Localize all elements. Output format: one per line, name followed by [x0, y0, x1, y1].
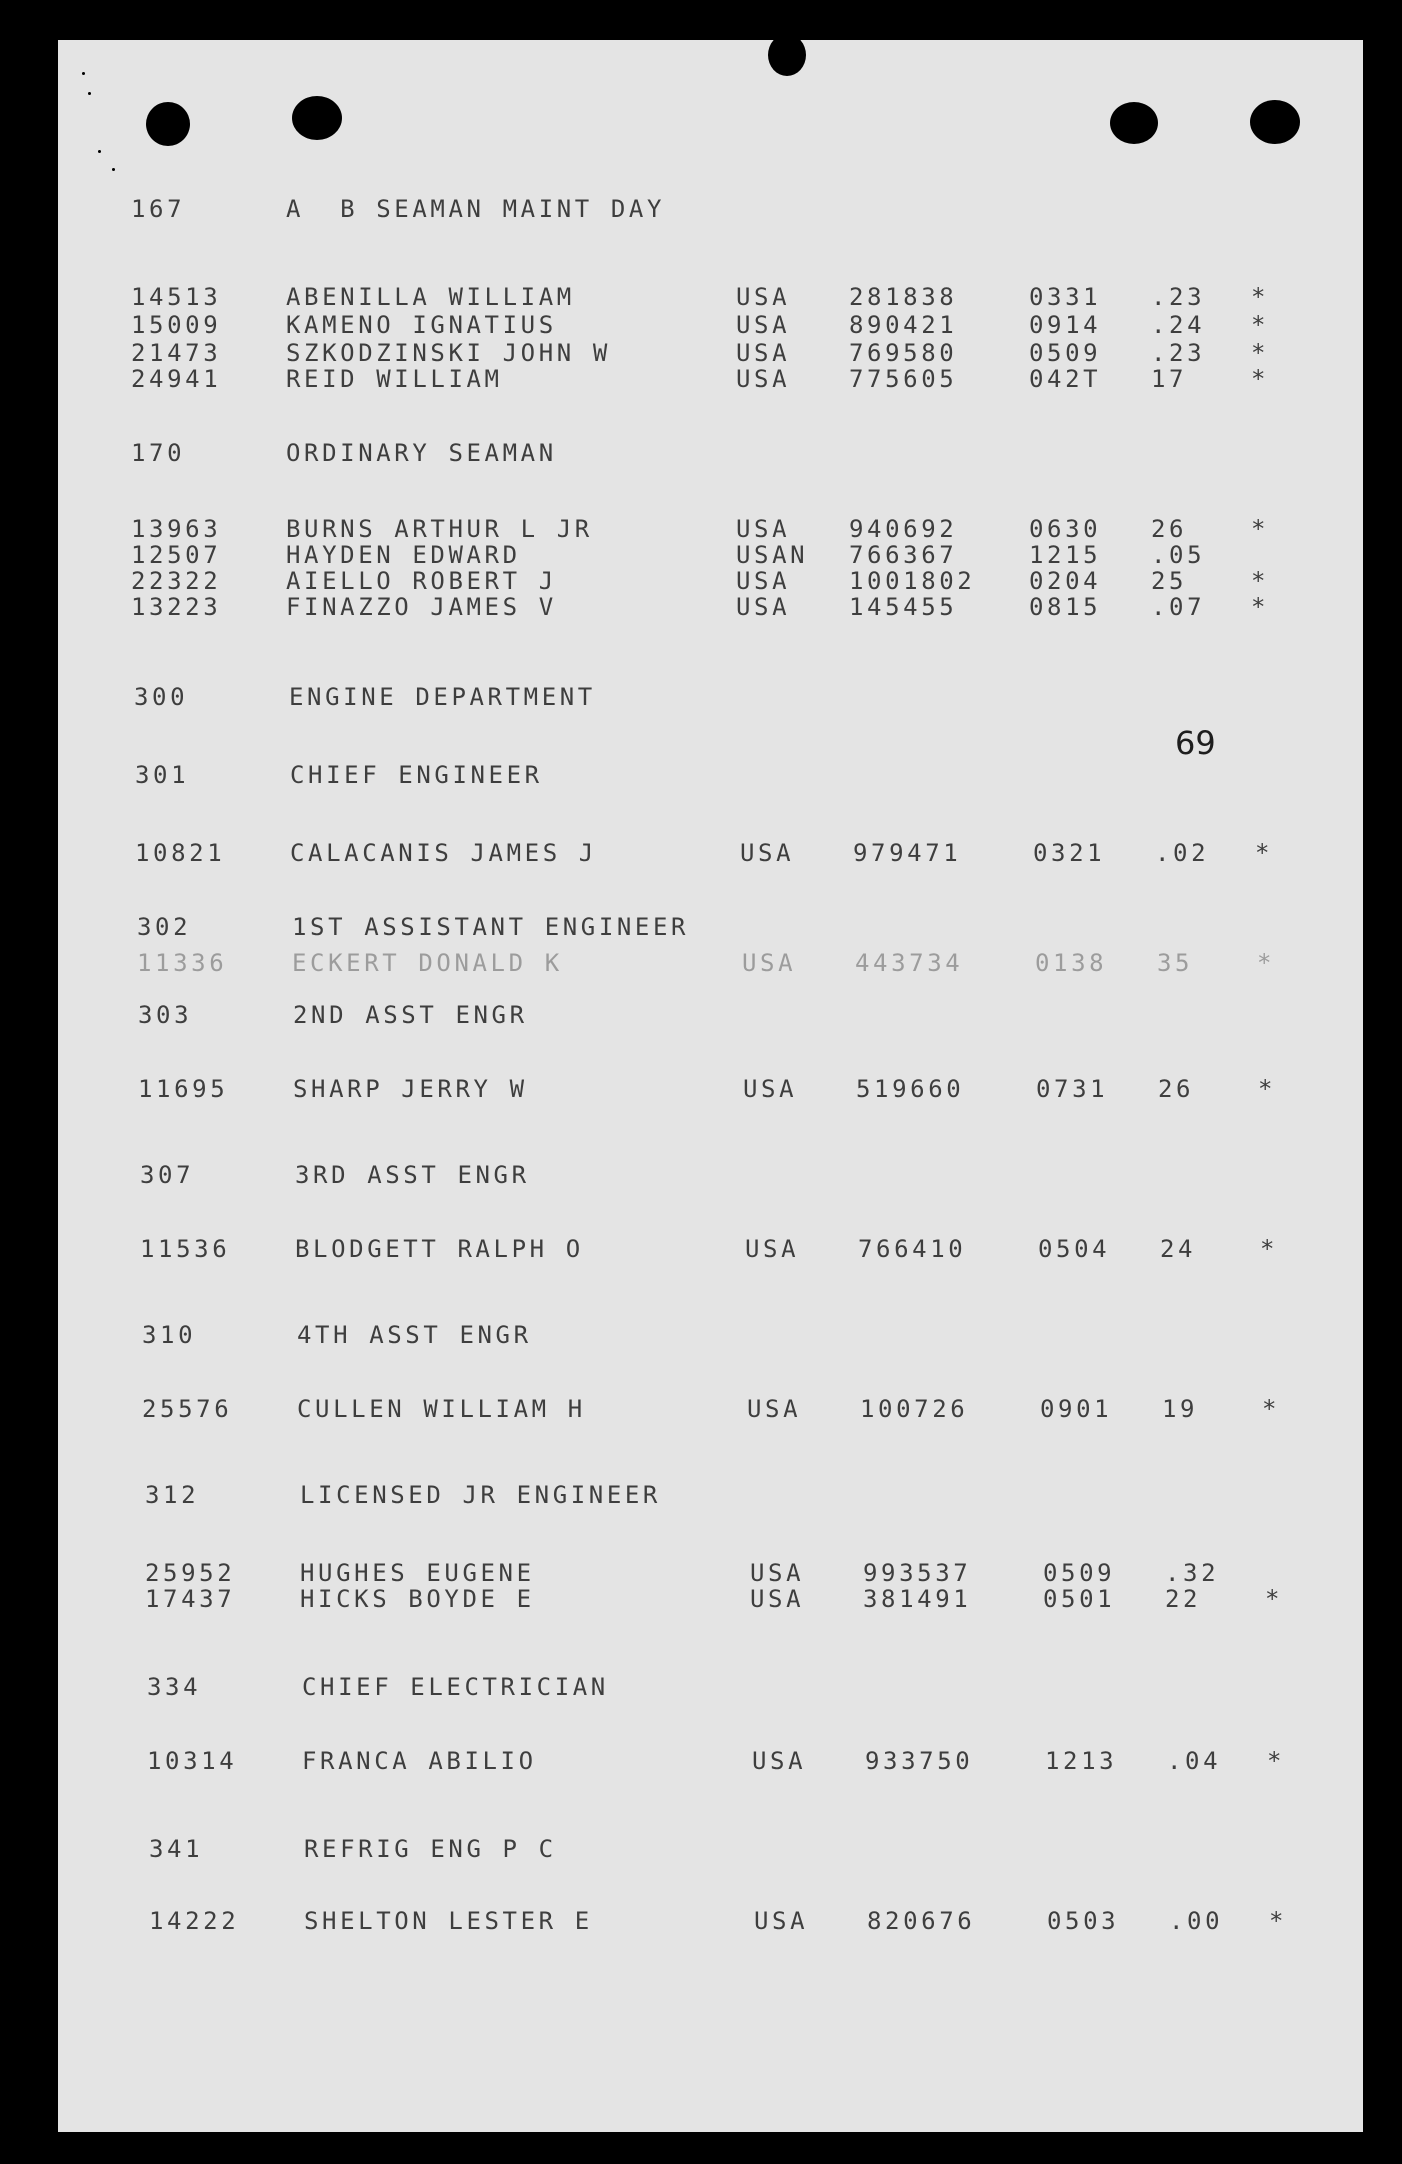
- section-code: 312: [145, 1481, 200, 1509]
- document-number: 940692: [849, 515, 958, 543]
- document-number: 1001802: [849, 567, 976, 595]
- nationality: USA: [736, 339, 791, 367]
- rate-value: .32: [1165, 1559, 1220, 1587]
- date-code: 0503: [1047, 1907, 1120, 1935]
- date-code: 0630: [1029, 515, 1102, 543]
- date-code: 0504: [1038, 1235, 1111, 1263]
- speck: [98, 150, 101, 153]
- asterisk-flag: *: [1251, 365, 1270, 393]
- crew-name: BURNS ARTHUR L JR: [286, 515, 593, 543]
- rate-value: .07: [1151, 593, 1206, 621]
- document-number: 820676: [867, 1907, 976, 1935]
- section-title: CHIEF ELECTRICIAN: [302, 1673, 609, 1701]
- rate-value: .23: [1151, 283, 1206, 311]
- asterisk-flag: *: [1269, 1907, 1288, 1935]
- rate-value: .00: [1169, 1907, 1224, 1935]
- punch-hole: [768, 34, 806, 76]
- crew-id: 25952: [145, 1559, 236, 1587]
- rate-value: 35: [1157, 949, 1194, 977]
- page-number: 69: [1175, 724, 1216, 762]
- crew-name: KAMENO IGNATIUS: [286, 311, 557, 339]
- nationality: USA: [747, 1395, 802, 1423]
- date-code: 0509: [1029, 339, 1102, 367]
- crew-name: ECKERT DONALD K: [292, 949, 563, 977]
- crew-id: 11695: [138, 1075, 229, 1103]
- document-number: 766410: [858, 1235, 967, 1263]
- document-number: 769580: [849, 339, 958, 367]
- date-code: 0914: [1029, 311, 1102, 339]
- nationality: USA: [736, 283, 791, 311]
- punch-hole: [292, 96, 342, 140]
- section-title: LICENSED JR ENGINEER: [300, 1481, 661, 1509]
- document-number: 890421: [849, 311, 958, 339]
- crew-id: 11336: [137, 949, 228, 977]
- rate-value: 24: [1160, 1235, 1197, 1263]
- document-number: 933750: [865, 1747, 974, 1775]
- date-code: 0731: [1036, 1075, 1109, 1103]
- crew-id: 25576: [142, 1395, 233, 1423]
- section-code: 170: [131, 439, 186, 467]
- rate-value: .23: [1151, 339, 1206, 367]
- asterisk-flag: *: [1251, 311, 1270, 339]
- document-number: 766367: [849, 541, 958, 569]
- crew-name: BLODGETT RALPH O: [295, 1235, 584, 1263]
- nationality: USA: [752, 1747, 807, 1775]
- rate-value: .02: [1155, 839, 1210, 867]
- document-number: 281838: [849, 283, 958, 311]
- nationality: USA: [736, 593, 791, 621]
- speck: [112, 168, 115, 171]
- date-code: 1213: [1045, 1747, 1118, 1775]
- date-code: 0138: [1035, 949, 1108, 977]
- nationality: USA: [740, 839, 795, 867]
- date-code: 0901: [1040, 1395, 1113, 1423]
- nationality: USA: [750, 1585, 805, 1613]
- section-code: 310: [142, 1321, 197, 1349]
- nationality: USAN: [736, 541, 809, 569]
- nationality: USA: [754, 1907, 809, 1935]
- document-number: 993537: [863, 1559, 972, 1587]
- crew-name: SZKODZINSKI JOHN W: [286, 339, 611, 367]
- crew-name: CULLEN WILLIAM H: [297, 1395, 586, 1423]
- punch-hole: [1250, 100, 1300, 144]
- asterisk-flag: *: [1267, 1747, 1286, 1775]
- asterisk-flag: *: [1257, 949, 1276, 977]
- rate-value: 26: [1158, 1075, 1195, 1103]
- crew-name: FINAZZO JAMES V: [286, 593, 557, 621]
- document-number: 145455: [849, 593, 958, 621]
- date-code: 0331: [1029, 283, 1102, 311]
- asterisk-flag: *: [1258, 1075, 1277, 1103]
- asterisk-flag: *: [1251, 515, 1270, 543]
- section-title: A B SEAMAN MAINT DAY: [286, 195, 666, 223]
- section-title: 4TH ASST ENGR: [297, 1321, 532, 1349]
- rate-value: 19: [1162, 1395, 1199, 1423]
- section-title: ENGINE DEPARTMENT: [289, 683, 596, 711]
- crew-id: 14513: [131, 283, 222, 311]
- asterisk-flag: *: [1255, 839, 1274, 867]
- asterisk-flag: *: [1251, 593, 1270, 621]
- rate-value: 17: [1151, 365, 1188, 393]
- section-code: 300: [134, 683, 189, 711]
- document-number: 381491: [863, 1585, 972, 1613]
- nationality: USA: [736, 365, 791, 393]
- nationality: USA: [750, 1559, 805, 1587]
- section-code: 334: [147, 1673, 202, 1701]
- crew-id: 13963: [131, 515, 222, 543]
- speck: [82, 72, 85, 75]
- crew-name: HAYDEN EDWARD: [286, 541, 521, 569]
- nationality: USA: [745, 1235, 800, 1263]
- rate-value: .04: [1167, 1747, 1222, 1775]
- crew-name: FRANCA ABILIO: [302, 1747, 537, 1775]
- section-title: CHIEF ENGINEER: [290, 761, 543, 789]
- asterisk-flag: *: [1251, 283, 1270, 311]
- rate-value: 25: [1151, 567, 1188, 595]
- rate-value: .05: [1151, 541, 1206, 569]
- date-code: 0204: [1029, 567, 1102, 595]
- asterisk-flag: *: [1251, 339, 1270, 367]
- crew-name: SHARP JERRY W: [293, 1075, 528, 1103]
- crew-name: HICKS BOYDE E: [300, 1585, 535, 1613]
- section-title: 1ST ASSISTANT ENGINEER: [292, 913, 690, 941]
- punch-hole: [146, 102, 190, 146]
- nationality: USA: [743, 1075, 798, 1103]
- crew-name: CALACANIS JAMES J: [290, 839, 597, 867]
- asterisk-flag: *: [1260, 1235, 1279, 1263]
- crew-name: AIELLO ROBERT J: [286, 567, 557, 595]
- date-code: 1215: [1029, 541, 1102, 569]
- section-code: 341: [149, 1835, 204, 1863]
- nationality: USA: [736, 515, 791, 543]
- section-code: 302: [137, 913, 192, 941]
- date-code: 0321: [1033, 839, 1106, 867]
- date-code: 0509: [1043, 1559, 1116, 1587]
- section-title: REFRIG ENG P C: [304, 1835, 557, 1863]
- punch-hole: [1110, 102, 1158, 144]
- section-code: 301: [135, 761, 190, 789]
- crew-id: 13223: [131, 593, 222, 621]
- nationality: USA: [742, 949, 797, 977]
- document-number: 979471: [853, 839, 962, 867]
- document-number: 443734: [855, 949, 964, 977]
- document-number: 519660: [856, 1075, 965, 1103]
- crew-id: 10314: [147, 1747, 238, 1775]
- asterisk-flag: *: [1262, 1395, 1281, 1423]
- crew-name: REID WILLIAM: [286, 365, 503, 393]
- asterisk-flag: *: [1265, 1585, 1284, 1613]
- crew-name: ABENILLA WILLIAM: [286, 283, 575, 311]
- crew-id: 10821: [135, 839, 226, 867]
- speck: [42, 1160, 46, 1166]
- crew-id: 24941: [131, 365, 222, 393]
- crew-id: 12507: [131, 541, 222, 569]
- date-code: 0501: [1043, 1585, 1116, 1613]
- rate-value: .24: [1151, 311, 1206, 339]
- crew-id: 21473: [131, 339, 222, 367]
- crew-id: 11536: [140, 1235, 231, 1263]
- document-number: 775605: [849, 365, 958, 393]
- nationality: USA: [736, 567, 791, 595]
- rate-value: 26: [1151, 515, 1188, 543]
- crew-id: 17437: [145, 1585, 236, 1613]
- date-code: 042T: [1029, 365, 1102, 393]
- crew-name: HUGHES EUGENE: [300, 1559, 535, 1587]
- crew-name: SHELTON LESTER E: [304, 1907, 593, 1935]
- section-code: 303: [138, 1001, 193, 1029]
- speck: [88, 92, 91, 95]
- section-code: 307: [140, 1161, 195, 1189]
- asterisk-flag: *: [1251, 567, 1270, 595]
- crew-id: 15009: [131, 311, 222, 339]
- nationality: USA: [736, 311, 791, 339]
- crew-id: 22322: [131, 567, 222, 595]
- document-number: 100726: [860, 1395, 969, 1423]
- crew-id: 14222: [149, 1907, 240, 1935]
- section-code: 167: [131, 195, 186, 223]
- section-title: ORDINARY SEAMAN: [286, 439, 557, 467]
- section-title: 2ND ASST ENGR: [293, 1001, 528, 1029]
- section-title: 3RD ASST ENGR: [295, 1161, 530, 1189]
- rate-value: 22: [1165, 1585, 1202, 1613]
- date-code: 0815: [1029, 593, 1102, 621]
